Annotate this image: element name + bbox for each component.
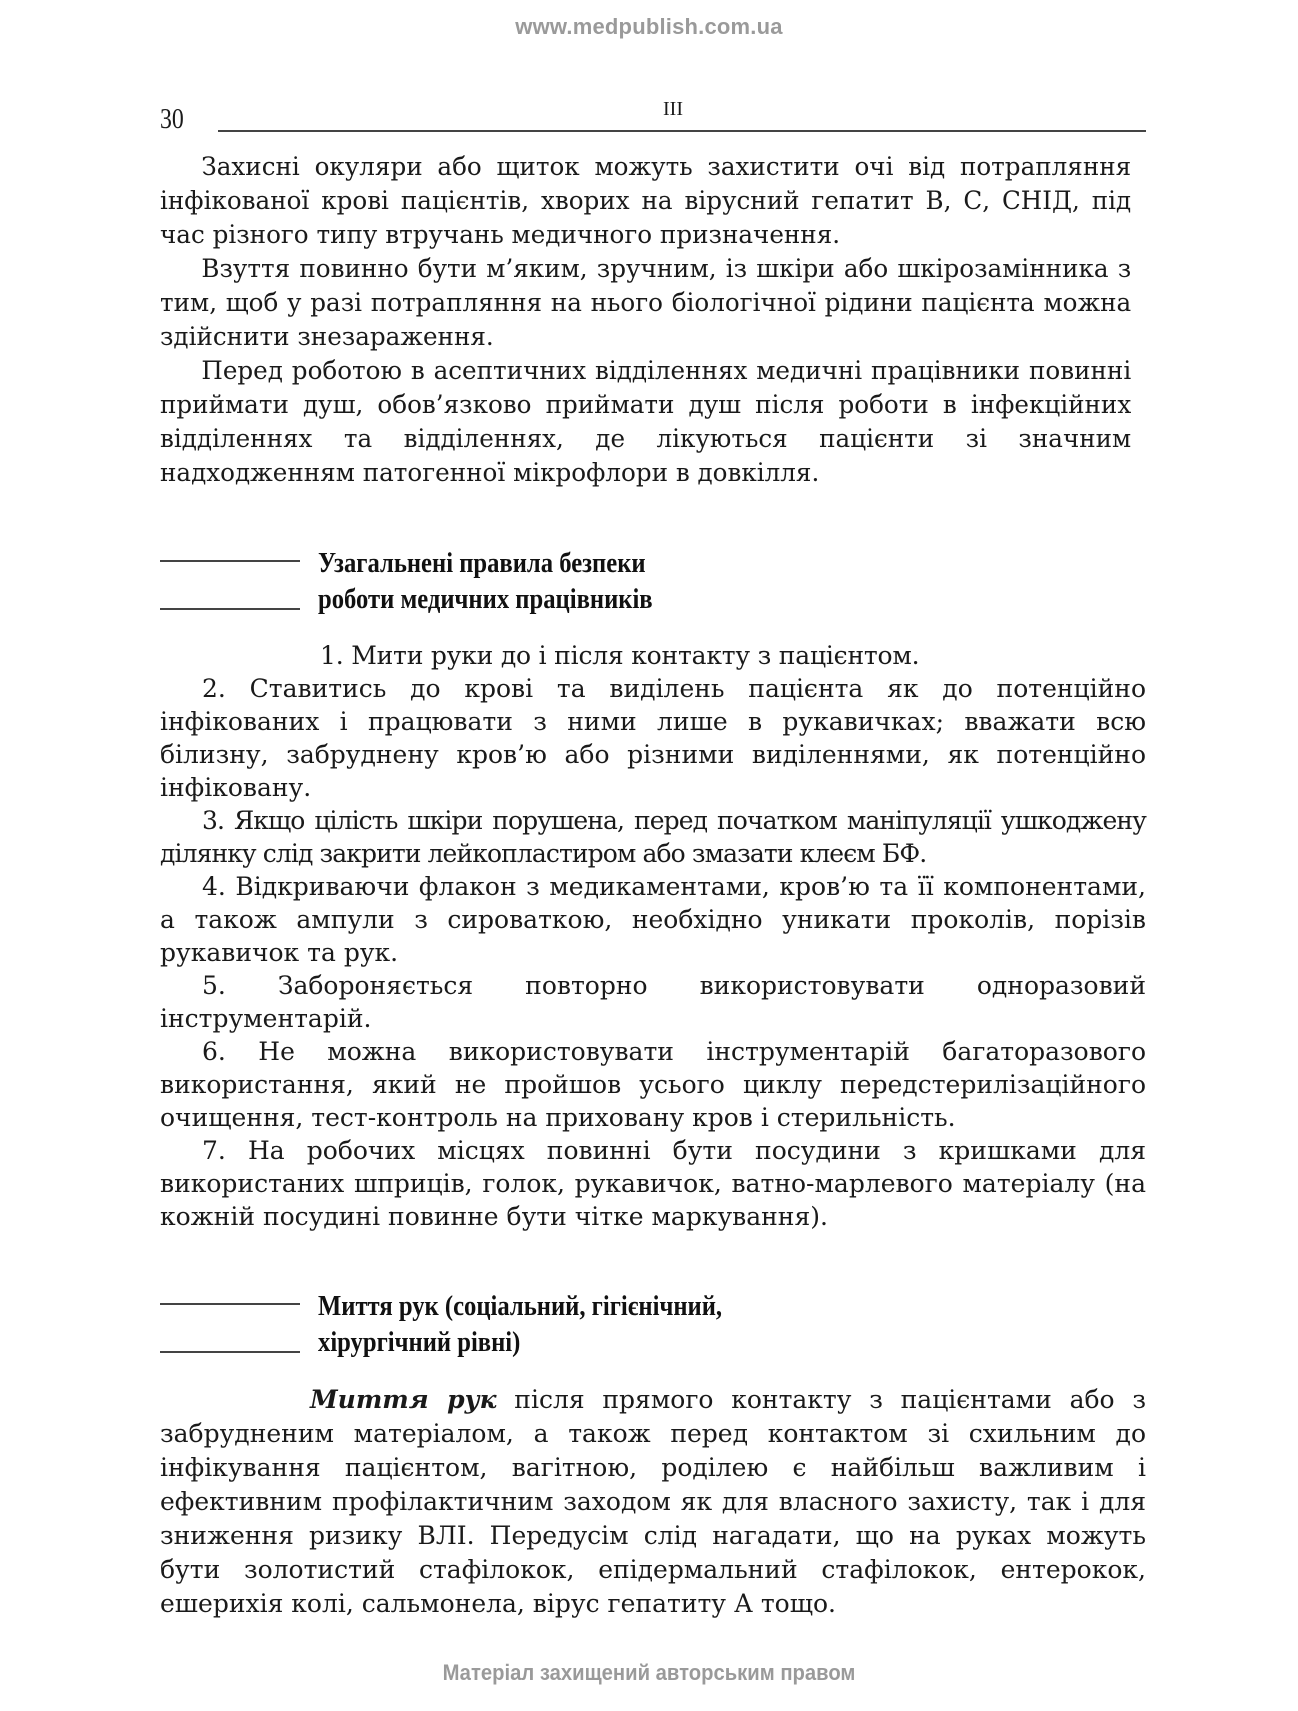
heading-rule xyxy=(160,560,300,562)
heading-rule xyxy=(160,608,300,610)
list-item: 2. Ставитись до крові та виділень пацієнта як до потенційно інфікованих і працювати з ними лише в рукавичках; вважати всю білизну, забруднену кров’ю або різними виділеннями, як потенційно інфіковану. xyxy=(160,674,1146,802)
page-body xyxy=(160,150,1146,1621)
list-item: 7. На робочих місцях повинні бути посудини з кришками для використаних шприців, голок, рукавичок, ватно-марлевого матеріалу (на кожній посудині повинне бути чітке маркування). xyxy=(160,1136,1146,1231)
section-title-line: хірургічний рівні) xyxy=(318,1327,521,1358)
list-item: 3. Якщо цілість шкіри порушена, перед початком маніпуляції ушкоджену ділянку слід закрити лейкопластиром або змазати клеєм БФ. xyxy=(160,806,1146,868)
watermark-top: www.medpublish.com.ua xyxy=(515,14,783,39)
paragraph-handwashing xyxy=(160,1383,1146,1621)
header-rule xyxy=(218,130,1146,132)
list-item: 1. Мити руки до і після контакту з пацієнтом. xyxy=(320,641,920,670)
chapter-mark: III xyxy=(663,98,683,120)
safety-rules-list xyxy=(160,640,1146,1233)
section-title xyxy=(318,546,653,618)
section-title-line: Узагальнені правила безпеки xyxy=(318,548,646,579)
watermark-bottom: Матеріал захищений авторським правом xyxy=(442,1660,856,1685)
paragraph-shower: Перед роботою в асептичних відділеннях медичні працівники повинні приймати душ, обов’язково приймати душ після роботи в інфекційних відділеннях та відділеннях, де лікуються пацієнти зі значним надходженням патогенної мікрофлори в довкілля. xyxy=(160,356,1132,487)
section-heading-safety-rules xyxy=(160,546,1146,622)
section-title xyxy=(318,1289,722,1361)
paragraph-eye-protection: Захисні окуляри або щиток можуть захистити очі від потрапляння інфікованої крові пацієнтів, хворих на вірусний гепатит В, С, СНІД, під час різного типу втручань медичного призначення. xyxy=(160,152,1132,249)
section-title-line: Миття рук (соціальний, гігієнічний, xyxy=(318,1291,723,1322)
list-item: 5. Забороняється повторно використовувати одноразовий інструментарій. xyxy=(160,971,1146,1033)
page-number: 30 xyxy=(160,104,184,135)
paragraph-footwear: Взуття повинно бути м’яким, зручним, із шкіри або шкірозамінника з тим, щоб у разі потрапляння на нього біологічної рідини пацієнта можна здійснити знезараження. xyxy=(160,254,1132,351)
paragraph-text: після прямого контакту з пацієнтами або з забрудненим матеріалом, а також перед контактом зі схильним до інфікування пацієнтом, вагітною, роділею є найбільш важливим і ефективним профілактичним заходом як для власного захисту, так і для зниження ризику ВЛІ. Передусім слід нагадати, що на руках можуть бути золотистий стафілокок, епідермальний стафілокок, ентерокок, ешерихія колі, сальмонела, вірус гепатиту А тощо. xyxy=(160,1385,1146,1618)
list-item: 4. Відкриваючи флакон з медикаментами, кров’ю та її компонентами, а також ампули з сироваткою, необхідно уникати проколів, порізів рукавичок та рук. xyxy=(160,872,1146,967)
section-heading-handwashing xyxy=(160,1289,1146,1365)
heading-rule xyxy=(160,1303,300,1305)
list-item: 6. Не можна використовувати інструментарій багаторазового використання, який не пройшов усього циклу передстерилізаційного очищення, тест-контроль на приховану кров і стерильність. xyxy=(160,1037,1146,1132)
heading-rule xyxy=(160,1351,300,1353)
running-head xyxy=(160,98,1146,134)
emphasized-term: Миття рук xyxy=(310,1385,497,1414)
section-title-line: роботи медичних працівників xyxy=(318,584,653,615)
